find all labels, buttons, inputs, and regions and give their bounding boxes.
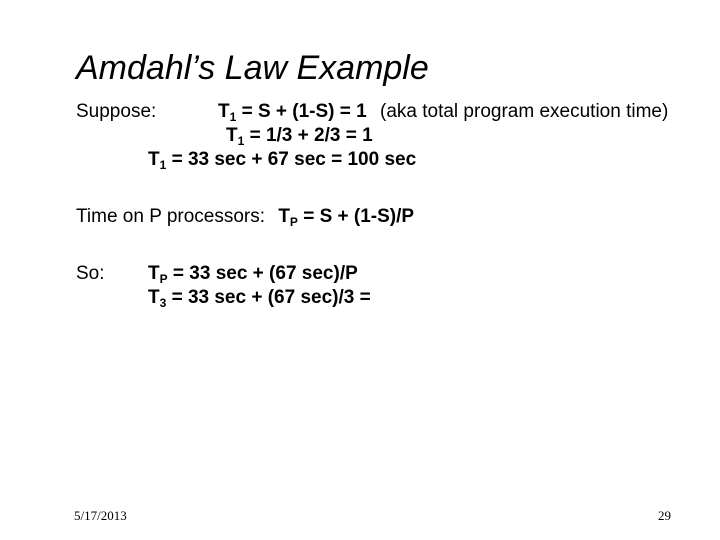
formula-expression: = S + (1-S) = 1	[236, 101, 367, 122]
so-formula-line-2	[148, 287, 371, 309]
formula-t: T	[278, 206, 290, 227]
formula-subscript: P	[159, 272, 168, 286]
so-label: So:	[76, 263, 105, 284]
formula-expression: = 33 sec + (67 sec)/P	[167, 263, 358, 284]
formula-expression: = 1/3 + 2/3 = 1	[244, 125, 373, 146]
formula-line-2	[226, 125, 373, 147]
formula-subscript: 3	[159, 296, 167, 310]
formula-subscript: P	[289, 215, 298, 229]
so-formula-line-1	[148, 263, 358, 285]
time-label: Time on P processors:	[76, 206, 266, 227]
formula-line-3	[148, 149, 416, 171]
suppose-label: Suppose:	[76, 101, 157, 122]
formula-expression: = S + (1-S)/P	[297, 206, 415, 227]
formula-note: (aka total program execution time)	[380, 101, 669, 122]
formula-t: T	[148, 149, 160, 170]
formula-t: T	[218, 101, 230, 122]
time-on-p-line	[76, 206, 414, 228]
page-number: 29	[658, 508, 671, 523]
formula-subscript: 1	[229, 110, 237, 124]
formula-subscript: 1	[159, 158, 167, 172]
formula-subscript: 1	[237, 134, 245, 148]
formula-expression: = 33 sec + 67 sec = 100 sec	[166, 149, 417, 170]
formula-t: T	[148, 263, 160, 284]
slide-title: Amdahl’s Law Example	[76, 49, 429, 87]
formula-line-1	[218, 101, 668, 123]
formula-expression: = 33 sec + (67 sec)/3 =	[166, 287, 371, 308]
footer-date: 5/17/2013	[74, 508, 127, 523]
time-formula	[278, 206, 414, 227]
formula-t: T	[226, 125, 238, 146]
formula-t: T	[148, 287, 160, 308]
